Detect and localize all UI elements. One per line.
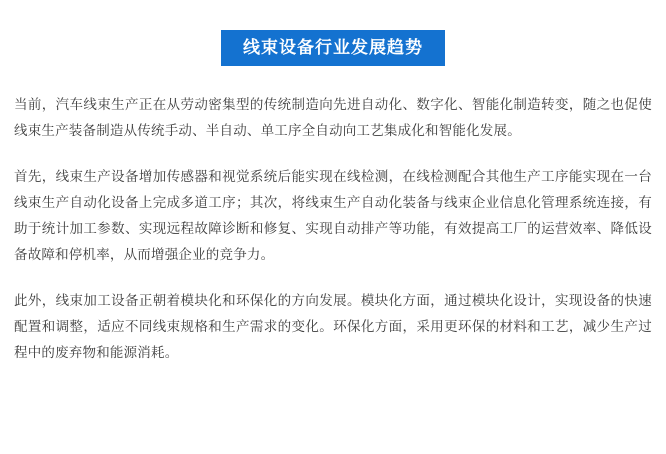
paragraph-3: 此外，线束加工设备正朝着模块化和环保化的方向发展。模块化方面，通过模块化设计，实现设备的快速配置和调整，适应不同线束规格和生产需求的变化。环保化方面，采用更环保的材料和工艺，减少生产过程中的废弃物和能源消耗。 <box>14 293 652 360</box>
title-container <box>14 0 652 92</box>
paragraph-2: 首先，线束生产设备增加传感器和视觉系统后能实现在线检测，在线检测配合其他生产工序能实现在一台线束生产自动化设备上完成多道工序；其次，将线束生产自动化装备与线束企业信息化管理系统连接，有助于统计加工参数、实现远程故障诊断和修复、实现自动排产等功能，有效提高工厂的运营效率、降低设备故障和停机率，从而增强企业的竞争力。 <box>14 169 652 262</box>
page-title: 线束设备行业发展趋势 <box>221 30 445 66</box>
paragraph-1: 当前，汽车线束生产正在从劳动密集型的传统制造向先进自动化、数字化、智能化制造转变，随之也促使线束生产装备制造从传统手动、半自动、单工序全自动向工艺集成化和智能化发展。 <box>14 97 652 138</box>
